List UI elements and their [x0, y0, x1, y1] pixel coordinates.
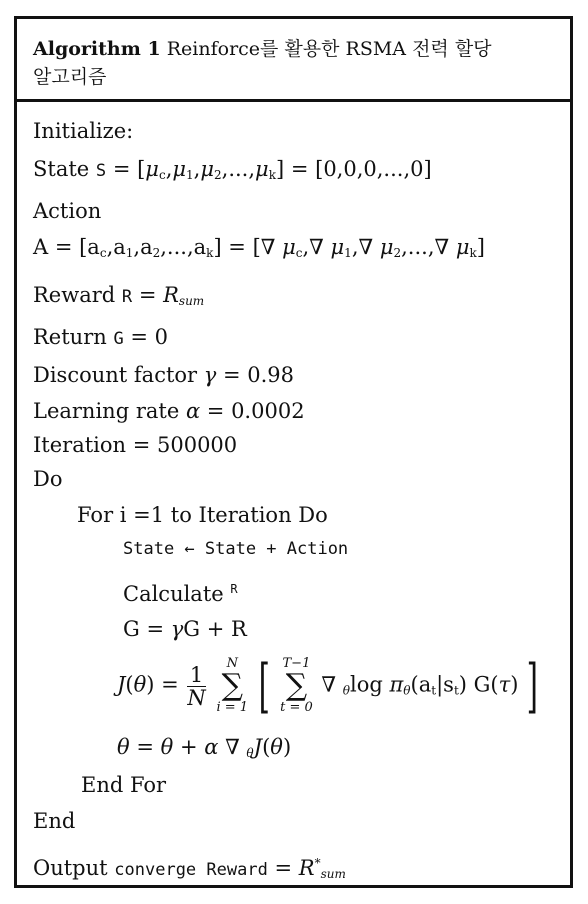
line-action-formula: $A = [a_c,a_1,a_2,...,a_k]$ = [∇ $\mu_c,\nabla$ $\mu_1,\nabla$ $\mu_2,...,\nabla$ $\mu_k$] [33, 235, 485, 260]
algorithm-box [14, 16, 573, 888]
line-end: End [33, 809, 76, 833]
line-state-update: State ← State + Action [123, 539, 349, 559]
line-end-for: End For [81, 773, 167, 797]
line-return: Return G = 0 [33, 325, 169, 349]
line-discount: Discount factor γ = 0.98 [33, 363, 295, 387]
line-state: State $S = [\mu_c,\mu_1,\mu_2,...,\mu_k] = [0,0,0,...,0]$ [33, 157, 432, 182]
line-action: Action [33, 199, 102, 223]
algorithm-label: Algorithm 1 [33, 38, 161, 60]
line-for: For i =1 to Iteration Do [77, 503, 328, 527]
line-reward: Reward $R = R_{sum}$ [33, 283, 205, 308]
line-iteration: Iteration = 500000 [33, 433, 238, 457]
algorithm-header [17, 19, 570, 102]
line-learning-rate: Learning rate α = 0.0002 [33, 399, 305, 423]
algorithm-title-cont: 알고리즘 [33, 66, 107, 88]
algorithm-title-text: Reinforce를 활용한 RSMA 전력 할당 [166, 38, 492, 60]
line-theta-update: θ = θ + α ∇ $_\theta$J(θ) [117, 735, 292, 760]
line-calculate: Calculate $^R$ [123, 582, 238, 606]
line-objective: J(θ) = $\frac{1}{N}$ N ∑ i = 1 [ T−1 ∑ t = 0 ∇ $_\theta$log $\pi_\theta(a_t|s_t)$ G(τ) ] [117, 652, 539, 720]
line-output: Output converge Reward = $R^*_{sum}$ [33, 856, 346, 881]
algorithm-title [33, 35, 553, 91]
line-g-update: G = γG + R [123, 617, 247, 641]
line-initialize: Initialize: [33, 119, 134, 143]
line-do: Do [33, 467, 63, 491]
